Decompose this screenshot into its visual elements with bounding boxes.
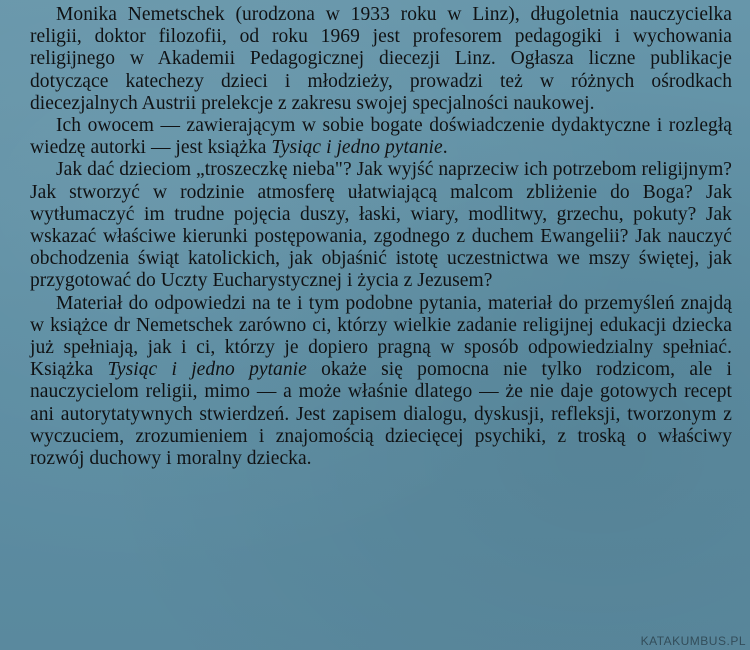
text-run: . — [442, 137, 448, 159]
text-run: Ich owocem — zawierającym w sobie bogate doświadczenie dydaktyczne i rozległą wiedzę autorki — jest książka — [30, 115, 732, 159]
cover-blurb — [30, 4, 732, 470]
text-run: okaże się pomocna nie tylko rodzicom, ale i nauczycielom religii, mimo — a może właśnie dlatego — że nie daje gotowych recept ani autorytatywnych stwierdzeń. Jest zapisem dialogu, dyskusji, refleksji, tworzonym z wyczuciem, zrozumieniem i znajomością dziecięcej psychiki, z troską o właściwy rozwój duchowy i moralny dziecka. — [30, 359, 733, 470]
paragraph-audience — [30, 293, 732, 471]
text-run: Materiał do odpowiedzi na te i tym podobne pytania, materiał do przemyśleń znajdą w książce dr Nemetschek zarówno ci, którzy wielkie zadanie religijnej edukacji dziecka już spełniają, jak i ci, którzy je dopiero pragną w sposób odpowiedzialny spełniać. Książka — [30, 292, 732, 381]
watermark: KATAKUMBUS.PL — [640, 634, 746, 648]
paragraph-book-intro — [30, 115, 732, 159]
paragraph-questions — [30, 159, 732, 292]
text-run: Monika Nemetschek (urodzona w 1933 roku w Linz), długoletnia nauczycielka religii, doktor filozofii, od roku 1969 jest profesorem pedagogiki i wychowania religijnego w Akademii Pedagogicznej diecezji Linz. Ogłasza liczne publikacje dotyczące katechezy dzieci i młodzieży, prowadzi też w różnych ośrodkach diecezjalnych Austrii prelekcje z zakresu swojej specjalności naukowej. — [30, 4, 732, 114]
text-run: Jak dać dzieciom „troszeczkę nieba"? Jak wyjść naprzeciw ich potrzebom religijnym? Jak stworzyć w rodzinie atmosferę ułatwiającą malcom zbliżenie do Boga? Jak wytłumaczyć im trudne pojęcia duszy, łaski, wiary, modlitwy, grzechu, pokuty? Jak wskazać właściwe kierunki postępowania, zgodnego z duchem Ewangelii? Jak nauczyć obchodzenia świąt katolickich, jak objaśnić istotę uczestnictwa we mszy świętej, jak przygotować do Uczty Eucharystycznej i życia z Jezusem? — [30, 159, 732, 292]
book-title: Tysiąc i jedno pytanie — [107, 359, 307, 381]
book-title: Tysiąc i jedno pytanie — [271, 137, 443, 159]
paragraph-author-bio — [30, 4, 732, 115]
